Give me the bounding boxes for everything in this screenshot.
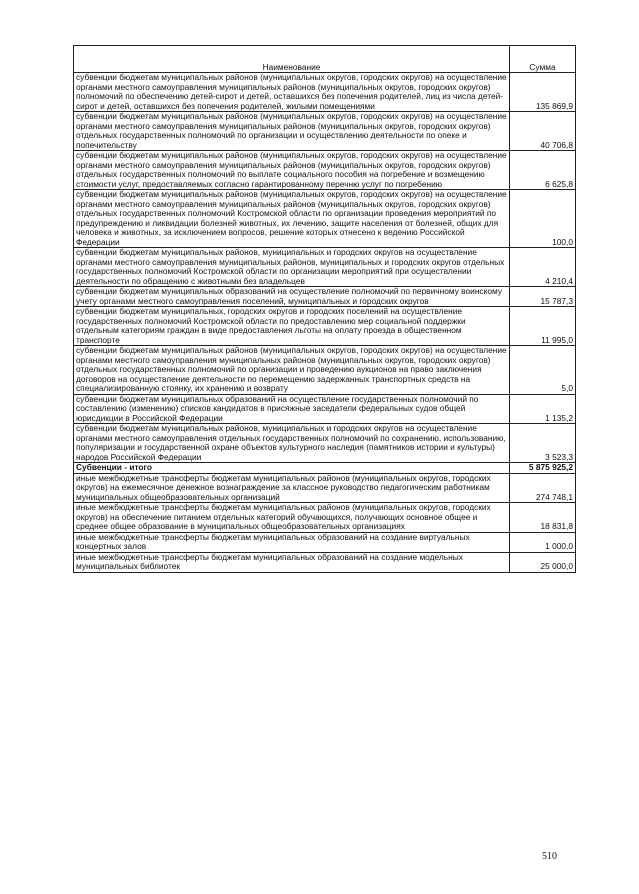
- row-sum: 3 523,3: [510, 424, 576, 463]
- page-number: 510: [542, 851, 557, 862]
- table-row: [74, 287, 576, 307]
- row-sum: 6 625,8: [510, 151, 576, 190]
- table-row: [74, 346, 576, 395]
- table-row: [74, 248, 576, 287]
- row-sum: 135 869,9: [510, 73, 576, 112]
- row-name: иные межбюджетные трансферты бюджетам муниципальных образований на создание виртуальных концертных залов: [74, 532, 510, 552]
- table-row: [74, 424, 576, 463]
- row-name: иные межбюджетные трансферты бюджетам муниципальных районов (муниципальных округов, городских округов) на ежемесячное денежное вознаграждение за классное руководство педагогическим работникам муниципальных общеобразовательных организаций: [74, 473, 510, 503]
- row-sum: 15 787,3: [510, 287, 576, 307]
- row-name: субвенции бюджетам муниципальных районов (муниципальных округов, городских округов) на осуществление органами местного самоуправления муниципальных районов (муниципальных округов, городских округов) отдельных государственных полномочий по организации и проведению аукционов на право заключения договоров на осуществление деятельности по перемещению задержанных транспортных средств на специализированную стоянку, их хранению и возврату: [74, 346, 510, 395]
- row-sum: 11 995,0: [510, 307, 576, 346]
- total-sum: 5 875 925,2: [510, 463, 576, 474]
- row-name: субвенции бюджетам муниципальных районов, муниципальных и городских округов на осуществление органами местного самоуправления отдельных государственных полномочий по сохранению, использованию, популяризации и государственной охране объектов культурного наследия (памятников истории и культуры) народов Российской Федерации: [74, 424, 510, 463]
- row-name: субвенции бюджетам муниципальных районов (муниципальных округов, городских округов) на осуществление органами местного самоуправления муниципальных районов (муниципальных округов, городских округов) отдельных государственных полномочий по выплате социального пособия на погребение и возмещению стоимости услуг, предоставляемых согласно гарантированному перечню услуг по погребению: [74, 151, 510, 190]
- table-row: [74, 503, 576, 533]
- row-name: субвенции бюджетам муниципальных образований на осуществление полномочий по первичному воинскому учету органами местного самоуправления поселений, муниципальных и городских округов: [74, 287, 510, 307]
- total-label: Субвенции - итого: [74, 463, 510, 474]
- table-row: [74, 190, 576, 248]
- row-sum: 5,0: [510, 346, 576, 395]
- row-sum: 100,0: [510, 190, 576, 248]
- table-row: [74, 151, 576, 190]
- row-name: субвенции бюджетам муниципальных, городских округов и городских поселений на осуществление государственных полномочий Костромской области по предоставлению мер социальной поддержки отдельным категориям граждан в виде предоставления льготы на оплату проезда в общественном транспорте: [74, 307, 510, 346]
- table-row: [74, 532, 576, 552]
- row-sum: 1 000,0: [510, 532, 576, 552]
- table-row: [74, 394, 576, 424]
- row-name: иные межбюджетные трансферты бюджетам муниципальных образований на создание модельных муниципальных библиотек: [74, 552, 510, 572]
- row-sum: 274 748,1: [510, 473, 576, 503]
- row-sum: 4 210,4: [510, 248, 576, 287]
- column-header-name: Наименование: [74, 46, 510, 73]
- column-header-sum: Сумма: [510, 46, 576, 73]
- table-row: [74, 112, 576, 151]
- row-sum: 18 831,8: [510, 503, 576, 533]
- row-sum: 25 000,0: [510, 552, 576, 572]
- total-row: [74, 463, 576, 474]
- table-header-row: [74, 46, 576, 73]
- subventions-table: [73, 45, 576, 573]
- row-name: субвенции бюджетам муниципальных районов (муниципальных округов, городских округов) на осуществление органами местного самоуправления муниципальных районов (муниципальных округов, городских округов) отдельных государственных полномочий по организации и осуществлению деятельности по опеке и попечительству: [74, 112, 510, 151]
- row-name: субвенции бюджетам муниципальных районов (муниципальных округов, городских округов) на осуществление органами местного самоуправления муниципальных районов (муниципальных округов, городских округов) отдельных государственных полномочий Костромской области по организации проведения мероприятий по предупреждению и ликвидации болезней животных, их лечению, защите населения от болезней, общих для человека и животных, за исключением вопросов, решение которых отнесено к ведению Российской Федерации: [74, 190, 510, 248]
- row-name: субвенции бюджетам муниципальных районов, муниципальных и городских округов на осуществление органами местного самоуправления муниципальных районов, муниципальных и городских округов отдельных государственных полномочий Костромской области по организации мероприятий при осуществлении деятельности по обращению с животными без владельцев: [74, 248, 510, 287]
- row-sum: 40 706,8: [510, 112, 576, 151]
- row-sum: 1 135,2: [510, 394, 576, 424]
- table-row: [74, 307, 576, 346]
- table-row: [74, 73, 576, 112]
- row-name: субвенции бюджетам муниципальных районов (муниципальных округов, городских округов) на осуществление органами местного самоуправления муниципальных районов (муниципальных округов, городских округов) полномочий по обеспечению детей-сирот и детей, оставшихся без попечения родителей, лиц из числа детей-сирот и детей, оставшихся без попечения родителей, жилыми помещениями: [74, 73, 510, 112]
- table-row: [74, 552, 576, 572]
- table-row: [74, 473, 576, 503]
- row-name: иные межбюджетные трансферты бюджетам муниципальных районов (муниципальных округов, городских округов) на обеспечение питанием отдельных категорий обучающихся, получающих основное общее и среднее общее образование в муниципальных общеобразовательных организациях: [74, 503, 510, 533]
- row-name: субвенции бюджетам муниципальных образований на осуществление государственных полномочий по составлению (изменению) списков кандидатов в присяжные заседатели федеральных судов общей юрисдикции в Российской Федерации: [74, 394, 510, 424]
